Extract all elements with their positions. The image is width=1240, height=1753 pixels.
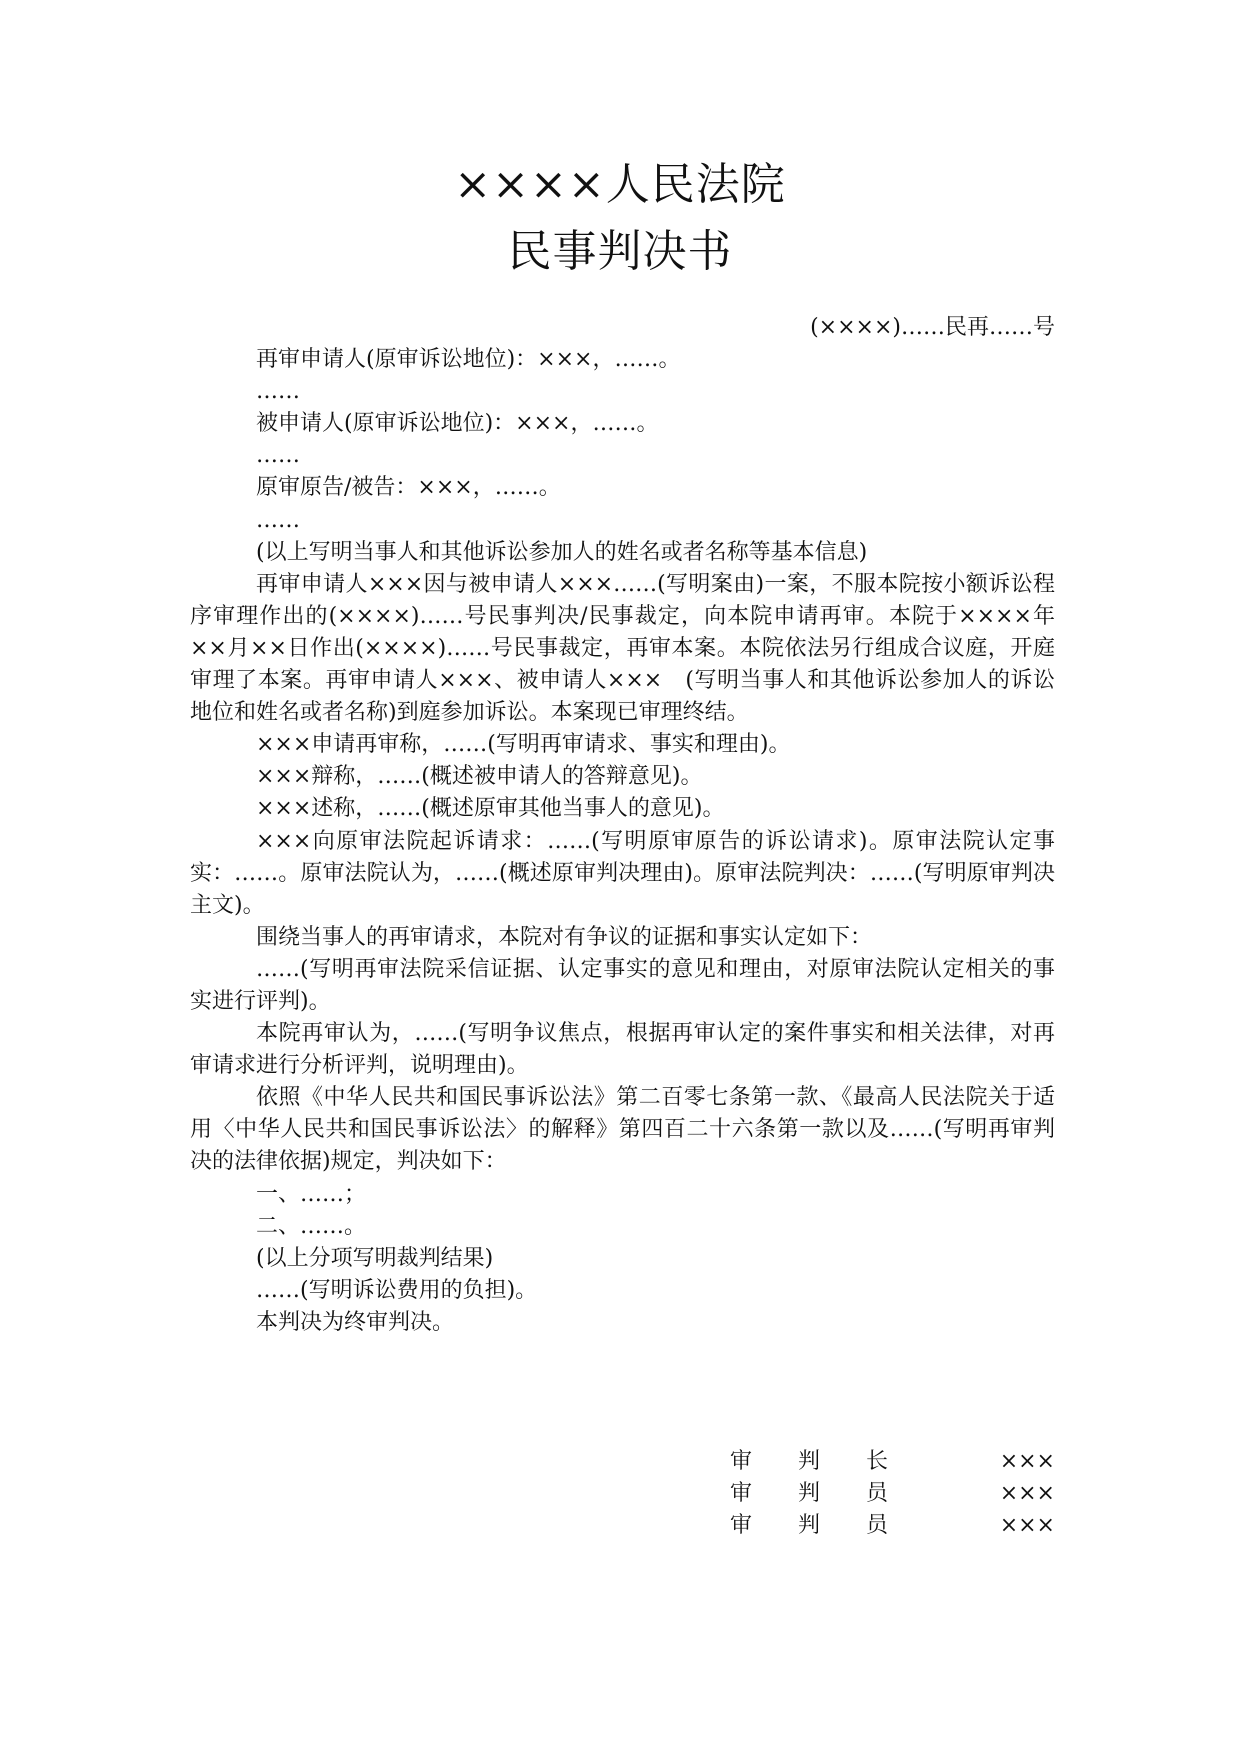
fact-finding-intro: 围绕当事人的再审请求，本院对有争议的证据和事实认定如下： <box>256 924 873 950</box>
case-number: (××××)……民再……号 <box>810 315 1055 340</box>
document-title: 民事判决书 <box>507 226 733 277</box>
respondent-line: 被申请人(原审诉讼地位)：×××，……。 <box>256 411 659 437</box>
judge-name: ××× <box>999 1481 1055 1506</box>
respondent-defense-paragraph: ×××辩称，……(概述被申请人的答辩意见)。 <box>256 764 703 790</box>
original-party-more: …… <box>256 507 300 533</box>
final-judgment-line: 本判决为终审判决。 <box>256 1309 455 1335</box>
court-opinion-paragraph: 本院再审认为，……(写明争议焦点，根据再审认定的案件事实和相关法律，对再审请求进行分析评判，说明理由)。 <box>190 1021 1055 1079</box>
judge-name: ××× <box>999 1513 1055 1538</box>
judge-title: 审判员 <box>730 1513 935 1538</box>
signature-block <box>730 1446 1055 1542</box>
respondent-more: …… <box>256 443 300 469</box>
evidence-paragraph: ……(写明再审法院采信证据、认定事实的意见和理由，对原审法院认定相关的事实进行评判)。 <box>190 956 1055 1014</box>
applicant-claim-paragraph: ×××申请再审称，……(写明再审请求、事实和理由)。 <box>256 732 791 758</box>
signature-row <box>730 1478 1055 1510</box>
parties-note: (以上写明当事人和其他诉讼参加人的姓名或者名称等基本信息) <box>256 539 868 565</box>
judgment-item-2: 二、……。 <box>256 1213 367 1239</box>
costs-line: ……(写明诉讼费用的负担)。 <box>256 1277 538 1303</box>
case-background-paragraph: 再审申请人×××因与被申请人×××……(写明案由)一案，不服本院按小额诉讼程序审理作出的(××××)……号民事判决/民事裁定，向本院申请再审。本院于××××年××月××日作出(××××)……号民事裁定，再审本案。本院依法另行组成合议庭，开庭审理了本案。再审申请人×××、被申请人××× (写明当事人和其他诉讼参加人的诉讼地位和姓名或者名称)到庭参加诉讼。本案现已审理终结。 <box>190 571 1055 726</box>
signature-row <box>730 1446 1055 1478</box>
other-party-paragraph: ×××述称，……(概述原审其他当事人的意见)。 <box>256 796 725 822</box>
court-name: ××××人民法院 <box>454 159 786 210</box>
applicant-more: …… <box>256 379 300 405</box>
judgment-item-1: 一、……； <box>256 1181 367 1207</box>
original-party-line: 原审原告/被告：×××，……。 <box>256 475 561 501</box>
judgment-items-note: (以上分项写明裁判结果) <box>256 1245 494 1271</box>
signature-row <box>730 1510 1055 1542</box>
legal-basis-paragraph: 依照《中华人民共和国民事诉讼法》第二百零七条第一款、《最高人民法院关于适用〈中华人民共和国民事诉讼法〉的解释》第四百二十六条第一款以及……(写明再审判决的法律依据)规定，判决如下： <box>190 1085 1055 1175</box>
judge-name: ××× <box>999 1449 1055 1474</box>
judge-title: 审判长 <box>730 1449 935 1474</box>
judge-title: 审判员 <box>730 1481 935 1506</box>
applicant-line: 再审申请人(原审诉讼地位)：×××，……。 <box>256 347 681 373</box>
original-trial-paragraph: ×××向原审法院起诉请求：……(写明原审原告的诉讼请求)。原审法院认定事实：……。原审法院认为，……(概述原审判决理由)。原审法院判决：……(写明原审判决主文)。 <box>190 828 1055 918</box>
document-body <box>190 312 1055 1339</box>
